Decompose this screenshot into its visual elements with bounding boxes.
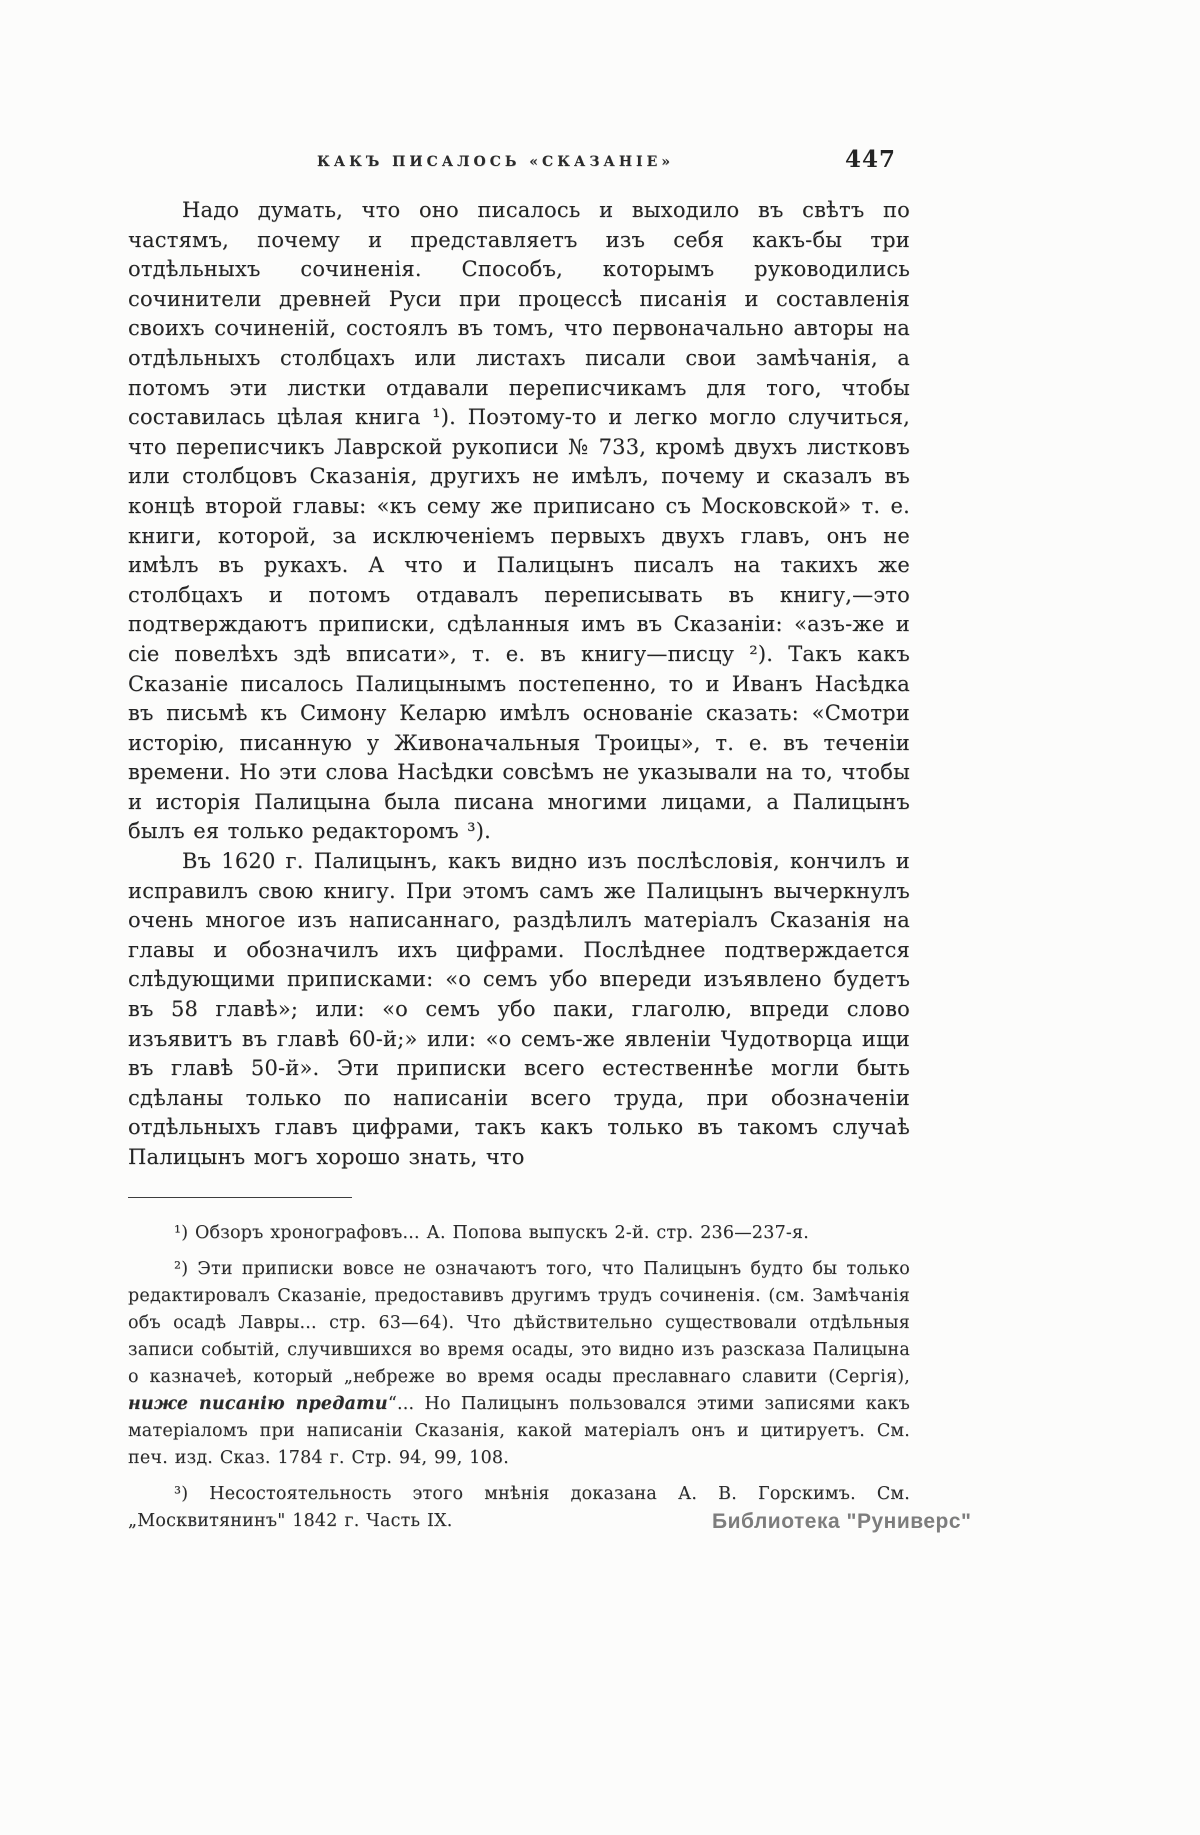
page-content [128,146,910,1544]
paragraph-2: Въ 1620 г. Палицынъ, какъ видно изъ послѣсловія, кончилъ и исправилъ свою книгу. При этомъ самъ же Палицынъ вычеркнулъ очень многое изъ написаннаго, раздѣлилъ матеріалъ Сказанія на главы и обозначилъ ихъ цифрами. Послѣднее подтверждается слѣдующими приписками: «о семъ убо впереди изъявлено будетъ въ 58 главѣ»; или: «о семъ убо паки, глаголю, впреди слово изъявитъ въ главѣ 60-й;» или: «о семъ-же явленіи Чудотворца ищи въ главѣ 50-й». Эти приписки всего естественнѣе могли быть сдѣланы только по написаніи всего труда, при обозначеніи отдѣльныхъ главъ цифрами, такъ какъ только въ такомъ случаѣ Палицынъ могъ хорошо знать, что [128,849,910,1169]
footnote-3: ³) Несостоятельность этого мнѣнія доказана А. В. Горскимъ. См. „Москвитянинъ" 1842 г. Часть IX. [128,1483,910,1531]
footnote-2-emphasis: ниже писанію предати [128,1393,388,1414]
footnotes-section [128,1220,910,1535]
page-number: 447 [844,146,896,173]
footnote-2-text-end: “... Но Палицынъ пользовался этими записями какъ матеріаломъ при написаніи Сказанія, какой матеріалъ онъ и цитируетъ. См. печ. изд. Сказ. 1784 г. Стр. 94, 99, 108. [128,1393,910,1468]
library-watermark: Библиотека "Руниверс" [712,1510,972,1533]
footnote-1: ¹) Обзоръ хронографовъ... А. Попова выпускъ 2-й. стр. 236—237-я. [174,1222,810,1243]
running-title: КАКЪ ПИСАЛОСЬ «СКАЗАНІЕ» [317,154,675,170]
body-text [128,196,910,1173]
footnote-separator [128,1197,352,1198]
footnote-2-text-start: ²) Эти приписки вовсе не означаютъ того, что Палицынъ будто бы только редактировалъ Сказаніе, предоставивъ другимъ трудъ сочиненія. (см. Замѣчанія объ осадѣ Лавры... стр. 63—64). Что дѣйствительно существовали отдѣльныя записи событій, случившихся во время осады, это видно изъ разсказа Палицына о казначеѣ, который „небреже во время осады преславнаго славити (Сергія), [128,1258,910,1387]
running-head [128,146,910,182]
footnote-2 [128,1256,910,1472]
paragraph-1: Надо думать, что оно писалось и выходило въ свѣтъ по частямъ, почему и представляетъ изъ себя какъ-бы три отдѣльныхъ сочиненія. Способъ, которымъ руководились сочинители древней Руси при процессѣ писанія и составленія своихъ сочиненій, состоялъ въ томъ, что первоначально авторы на отдѣльныхъ столбцахъ или листахъ писали свои замѣчанія, а потомъ эти листки отдавали переписчикамъ для того, чтобы составилась цѣлая книга ¹). Поэтому-то и легко могло случиться, что переписчикъ Лаврской рукописи № 733, кромѣ двухъ листковъ или столбцовъ Сказанія, другихъ не имѣлъ, почему и сказалъ въ концѣ второй главы: «къ сему же приписано съ Московской» т. е. книги, которой, за исключеніемъ первыхъ двухъ главъ, онъ не имѣлъ въ рукахъ. А что и Палицынъ писалъ на такихъ же столбцахъ и потомъ отдавалъ переписывать въ книгу,—это подтверждаютъ приписки, сдѣланныя имъ въ Сказаніи: «азъ-же и сіе повелѣхъ здѣ вписати», т. е. въ книгу—писцу ²). Такъ какъ Сказаніе писалось Палицынымъ постепенно, то и Иванъ Насѣдка въ письмѣ къ Симону Келарю имѣлъ основаніе сказать: «Смотри исторію, писанную у Живоначальныя Троицы», т. е. въ теченіи времени. Но эти слова Насѣдки совсѣмъ не указывали на то, чтобы и исторія Палицына была писана многими лицами, а Палицынъ былъ ея только редакторомъ ³). [128,198,910,844]
